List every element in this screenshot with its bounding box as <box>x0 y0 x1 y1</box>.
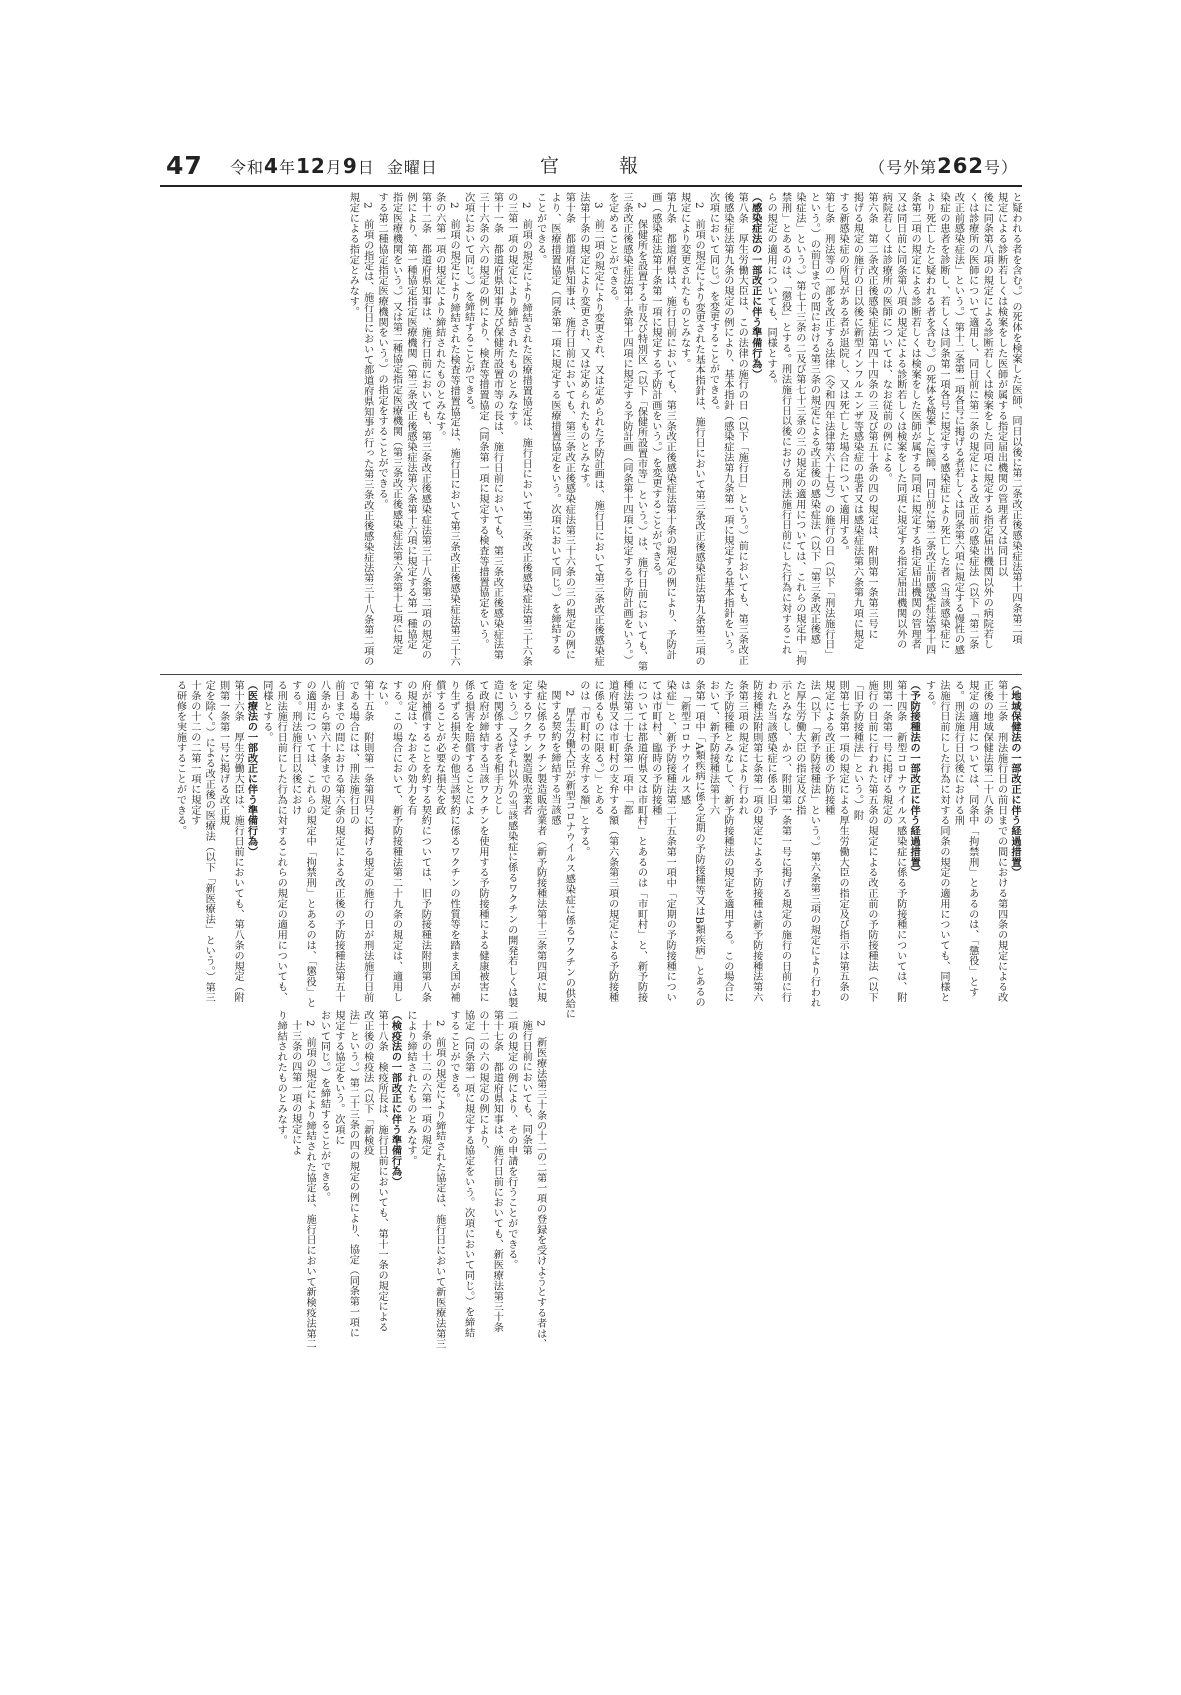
text-column: 三十六条の六の規定の例により、検査等措置協定（同条第一項に規定する検査等措置協定をいう。 <box>476 192 488 650</box>
date-year-suffix: 年 <box>278 158 296 177</box>
text-column: 協定（同条第一項に規定する協定をいう。次項において同じ。）を締結することができる。 <box>448 1010 474 1338</box>
text-column: 第十三条 刑法施行日の前日までの間における第四条の規定による改正後の地域保健法第二十八条の <box>981 680 1007 1003</box>
text-column: 病院若しくは診療所の医師については、なお従前の例による。 <box>880 192 892 484</box>
text-column: 条第一項中「A類疾病に係る定期の予防接種等又はB類疾病」とあるのは「新型コロナウイルス感 <box>678 680 705 1008</box>
text-column: 後に同条第八項の規定による診断若しくは検案をした同項に規定する指定届出機関以外の病院若し <box>981 192 993 650</box>
text-column: と疑われる者を含む。）の死体を検案した医師、同日以後に第二条改正後感染症法第十四条第二項 <box>1010 192 1021 645</box>
text-column: （検疫法の一部改正に伴う準備行為） <box>389 1010 402 1187</box>
text-column: 条第二項の規定による診断若しくは検案をした医師が属する同項に規定する指定届出機関の管理者 <box>909 192 921 650</box>
text-column: については都道府県又は市町村」とあるのは「市町村」と、新予防接種法第二十七条第一項中「都 <box>621 680 647 1003</box>
text-column: 2 保健所を設置する市及び特別区（以下「保健所設置市等」という。）は、施行日前においても、第 <box>635 202 647 672</box>
text-column: 次項において同じ。）を変更することができる。 <box>707 192 719 416</box>
text-column: 防接種法附則第七条第一項の規定による予防接種は新予防接種法第六条第三項の規定により行われ <box>736 680 762 1003</box>
text-column: という。）の前日までの間における第三条の規定による改正後の感染症法（以下「第三条改正後感 <box>808 192 820 645</box>
text-column: くは診療所の医師について適用し、同日前に第二条の規定による改正前の感染症法（以下「第二条 <box>966 192 978 650</box>
text-column: 第十四条 新型コロナウイルス感染症に係る予防接種については、附則第一条第一号に掲げる規定の <box>880 680 906 1003</box>
text-column: ことができる。 <box>534 192 546 265</box>
text-column: 則第七条第一項の規定による厚生労働大臣の指定及び指示は第五条の規定による改正後の予防接種 <box>822 680 849 1003</box>
text-column: 第十六条 厚生労働大臣は、施行日前においても、第八条の規定（附則第一条第一号に掲げる改正規 <box>217 680 244 1003</box>
text-column: をいう。）又はそれ以外の当該感染症に係るワクチンの開発若しくは製造に関係する者を相手方とし <box>491 680 517 1008</box>
text-column: おいて同じ。）を締結することができる。 <box>318 1010 330 1203</box>
date-month: 12 <box>295 154 326 178</box>
text-column: 三条改正後感染症法第十条第十四項に規定する予防計画（同条第十四項に規定する予防計画をいう。） <box>621 192 633 666</box>
issue-number-value: 262 <box>937 154 984 178</box>
text-column: 道府県又は市町村の支弁する額（第六条第三項の規定による予防接種に係るものに限る。）」とある <box>592 680 618 1003</box>
section-divider <box>160 674 1022 675</box>
text-column: 染症に係るワクチン製造販売業者（新予防接種法第十三条第四項に規定するワクチン製造販売業者 <box>520 680 546 1003</box>
text-column: 第九条 都道府県は、施行日前においても、第三条改正後感染症法第十条の規定の例により、予防計 <box>664 192 676 660</box>
text-column: 規定による指定とみなす。 <box>347 192 359 317</box>
text-column: の適用については、これらの規定中「拘禁刑」とあるのは、「懲役」とする。刑法施行日以後におけ <box>289 680 316 1008</box>
date-day-suffix: 日 <box>357 158 375 177</box>
text-column: 2 前項の規定により締結された医療措置協定は、施行日において第三条改正後感染症法第三十六条 <box>520 202 532 667</box>
page-header <box>160 150 1022 184</box>
date-year: 4 <box>264 154 279 178</box>
text-column: 法施行日前にした行為に対する同条の規定の適用についても、同様とする。 <box>923 680 949 1003</box>
text-column: 改正前感染症法」という。）第十二条第一項各号に掲げる者若しくは同条第六項に規定する慢性の感 <box>952 192 964 655</box>
text-column: する第二種協定指定医療機関をいう。）の指定をすることができる。 <box>376 192 388 510</box>
text-column: 3 前二項の規定により変更され、又は定められた予防計画は、施行日において第三条改正後感染症 <box>592 202 604 667</box>
text-column: のは「市町村の支弁する額」とする。 <box>577 680 589 857</box>
text-column: 条の六第一項の規定により締結されたものとみなす。 <box>433 192 445 442</box>
text-column: 2 新医療法第三十条の十二の二第一項の登録を受けようとする者は、施行日前においても、同条第 <box>520 1020 546 1350</box>
text-column: より、医療措置協定（同条第一項に規定する医療措置協定をいう。次項において同じ。）を締結する <box>549 192 560 655</box>
text-column: 第八条 厚生労働大臣は、この法律の施行の日（以下「施行日」という。）前においても、第三条改正 <box>736 192 748 666</box>
text-column: 後感染症法第九条の規定の例により、基本指針（感染症法第九条第一項に規定する基本指針をいう。 <box>721 192 733 660</box>
publication-title: 官報 <box>540 155 699 177</box>
text-column: 染症の患者を診断し、若しくは同条第一項各号に規定する感染症により死亡した者（当該感染症に <box>937 192 949 650</box>
text-column: 掲げる規定の施行の日以後に新型インフルエンザ等感染症の患者又は感染症法第六条第九項に規定 <box>851 192 863 650</box>
text-column: （医療法の一部改正に伴う準備行為） <box>245 680 258 857</box>
text-column: 法（以下「新予防接種法」という。）第六条第三項の規定により行われた厚生労働大臣の指定及び指 <box>793 680 820 1008</box>
text-column: る刑法施行日前にした行為に対するこれらの規定の適用についても、同様とする。 <box>260 680 287 1003</box>
text-column: 2 前項の規定により変更された基本指針は、施行日において第三条改正後感染症法第九条第三項の <box>693 202 705 667</box>
text-column: 規定による診断若しくは検案をした医師が属する指定届出機関の管理者又は同日以 <box>995 192 1007 577</box>
text-column: 第六条 第二条改正後感染症法第四十四条の三及び第五十条の四の規定は、附則第一条第三号に <box>865 192 877 640</box>
page-number: 47 <box>166 151 203 180</box>
text-column: 2 前項の規定により締結された協定は、施行日において新医療法第三十条の十二の六第一項の規定 <box>419 1020 445 1350</box>
text-column: 2 前項の規定により締結された検査等措置協定は、施行日において第三条改正後感染症法第三十六 <box>448 202 460 667</box>
text-column: て政府が締結する当該ワクチンを使用する予防接種による健康被害に係る損害を賠償することによ <box>462 680 488 1003</box>
text-column: 第十七条 都道府県知事は、施行日前においても、新医療法第三十条の十二の六の規定の例により、 <box>476 1010 503 1333</box>
issue-number <box>869 154 1018 178</box>
text-column: 第十五条 附則第一条第四号に掲げる規定の施行の日が刑法施行日前である場合には、刑法施行日の <box>347 680 373 1003</box>
text-column: 二項の規定の例により、その申請を行うことができる。 <box>505 1010 517 1270</box>
text-column: 2 前項の指定は、施行日において都道府県知事が行った第三条改正後感染症法第三十八条第二項の <box>361 202 373 667</box>
text-column: 第十二条 都道府県知事は、施行日前においても、第三条改正後感染症法第三十八条第二項の規定の <box>419 192 431 660</box>
text-column: 府が補償することを約する契約については、旧予防接種法附則第八条の規定は、なおその効力を有 <box>404 680 431 1003</box>
text-column: 法」という。）第二十三条の四の規定の例により、協定（同条第一項に規定する協定をいう。次項に <box>332 1010 359 1338</box>
text-column: （地域保健法の一部改正に伴う経過措置） <box>1009 680 1021 878</box>
text-column: り生ずる損失その他当該契約に係るワクチンの性質等を踏まえ国が補償することが必要な損失を政 <box>433 680 460 1003</box>
text-column: 前日までの間における第六条の規定による改正後の予防接種法第五十八条から第六十条までの規定 <box>318 680 344 1003</box>
issue-date <box>230 154 438 178</box>
text-column: た予防接種とみなして、新予防接種法の規定を適用する。この場合において、新予防接種法第十六 <box>707 680 733 1003</box>
text-column: 第十一条 都道府県知事及び保健所設置市等の長は、施行日前においても、第三条改正後感染症法第 <box>491 192 503 660</box>
date-era: 令和 <box>230 158 265 177</box>
text-column: の三第一項の規定により締結されたものとみなす。 <box>505 192 517 432</box>
date-day: 9 <box>342 154 358 178</box>
text-column: 2 前項の規定により締結された協定は、施行日において新検疫法第二十三条の四第一項の規定によ <box>289 1020 316 1350</box>
text-column: 法第十条の規定により変更され、又は定められたものとみなす。 <box>577 192 589 494</box>
text-column: 画（感染症法第十条第一項に規定する予防計画をいう。）を変更することができる。 <box>649 192 661 583</box>
text-column: 例により、第一種協定指定医療機関（第三条改正後感染症法第六条第十六項に規定する第一種協定 <box>404 192 416 650</box>
header-rule <box>160 185 1022 187</box>
text-column: 施行の日前に行われた第五条の規定による改正前の予防接種法（以下「旧予防接種法」という。）附 <box>851 680 877 1003</box>
date-month-suffix: 月 <box>325 158 343 177</box>
upper-text-block <box>160 192 1022 672</box>
text-column: 染症法」という。）第七十三条の二及び第七十三条の三の規定の適用については、これらの規定中「拘 <box>793 192 805 666</box>
weekday: 金曜日 <box>386 158 438 177</box>
text-column: する新感染症の所見がある者が退院し、又は死亡した場合について適用する。 <box>837 192 849 556</box>
text-column: 第十条 都道府県知事は、施行日前においても、第三条改正後感染症法第三十六条の三の規定の例に <box>563 192 575 660</box>
text-column: 次項において同じ。）を締結することができる。 <box>462 192 474 416</box>
text-column: 第七条 刑法等の一部を改正する法律（令和四年法律第六十七号）の施行の日（以下「刑法施行日」 <box>822 192 834 660</box>
text-column: を定めることができる。 <box>606 192 618 307</box>
text-column: により締結されたものとみなす。 <box>404 1010 416 1166</box>
text-column: らの規定の適用についても、同様とする。 <box>765 192 777 390</box>
text-column: 指定医療機関をいう。）又は第二種協定指定医療機関（第三条改正後感染症法第六条第十七項に規定 <box>390 192 402 655</box>
text-column: 禁刑」とあるのは、「懲役」とする。刑法施行日以後における刑法施行日前にした行為に対するこれ <box>779 192 791 655</box>
text-column: り締結されたものとみなす。 <box>275 1010 287 1146</box>
text-column: 規定の適用については、同条中「拘禁刑」とあるのは、「懲役」とする。刑法施行日以後における刑 <box>952 680 978 998</box>
lower-text-block <box>160 680 1022 1350</box>
text-column: （予防接種法の一部改正に伴う経過措置） <box>908 680 921 878</box>
issue-prefix: （号外第 <box>869 158 938 177</box>
text-column: より死亡したと疑われる者を含む。）の死体を検案した医師、同日前に第二条改正前感染症法第十四 <box>923 192 935 655</box>
text-column: る研修を実施することができる。 <box>174 680 186 836</box>
text-column: 第十八条 検疫所長は、施行日前においても、第十一条の規定による改正後の検疫法（以下「新検疫 <box>361 1010 388 1333</box>
text-column: 2 厚生労働大臣が新型コロナウイルス感染症に係るワクチンの供給に関する契約を締結する当該感 <box>549 690 575 1020</box>
text-column: 規定により変更されたものとみなす。 <box>678 192 690 369</box>
text-column: 定を除く。）による改正後の医療法（以下「新医療法」という。）第三十条の十二の二第一項に規定す <box>188 680 215 1003</box>
text-column: 又は同日前に同条第八項の規定による診断若しくは検案をした同項に規定する指定届出機関以外の <box>894 192 906 650</box>
issue-suffix: 号） <box>983 158 1018 177</box>
text-column: 示とみなし、かつ、附則第一条第一号に掲げる規定の施行の日前に行われた当該感染症に係る旧予 <box>765 680 791 1003</box>
text-column: 染症」と、新予防接種法第二十五条第一項中「定期の予防接種については市町村、臨時の予防接種 <box>649 680 676 1003</box>
text-column: する。この場合において、新予防接種法第二十九条の規定は、適用しない。 <box>376 680 402 1003</box>
text-column: （感染症法の一部改正に伴う準備行為） <box>749 192 762 380</box>
